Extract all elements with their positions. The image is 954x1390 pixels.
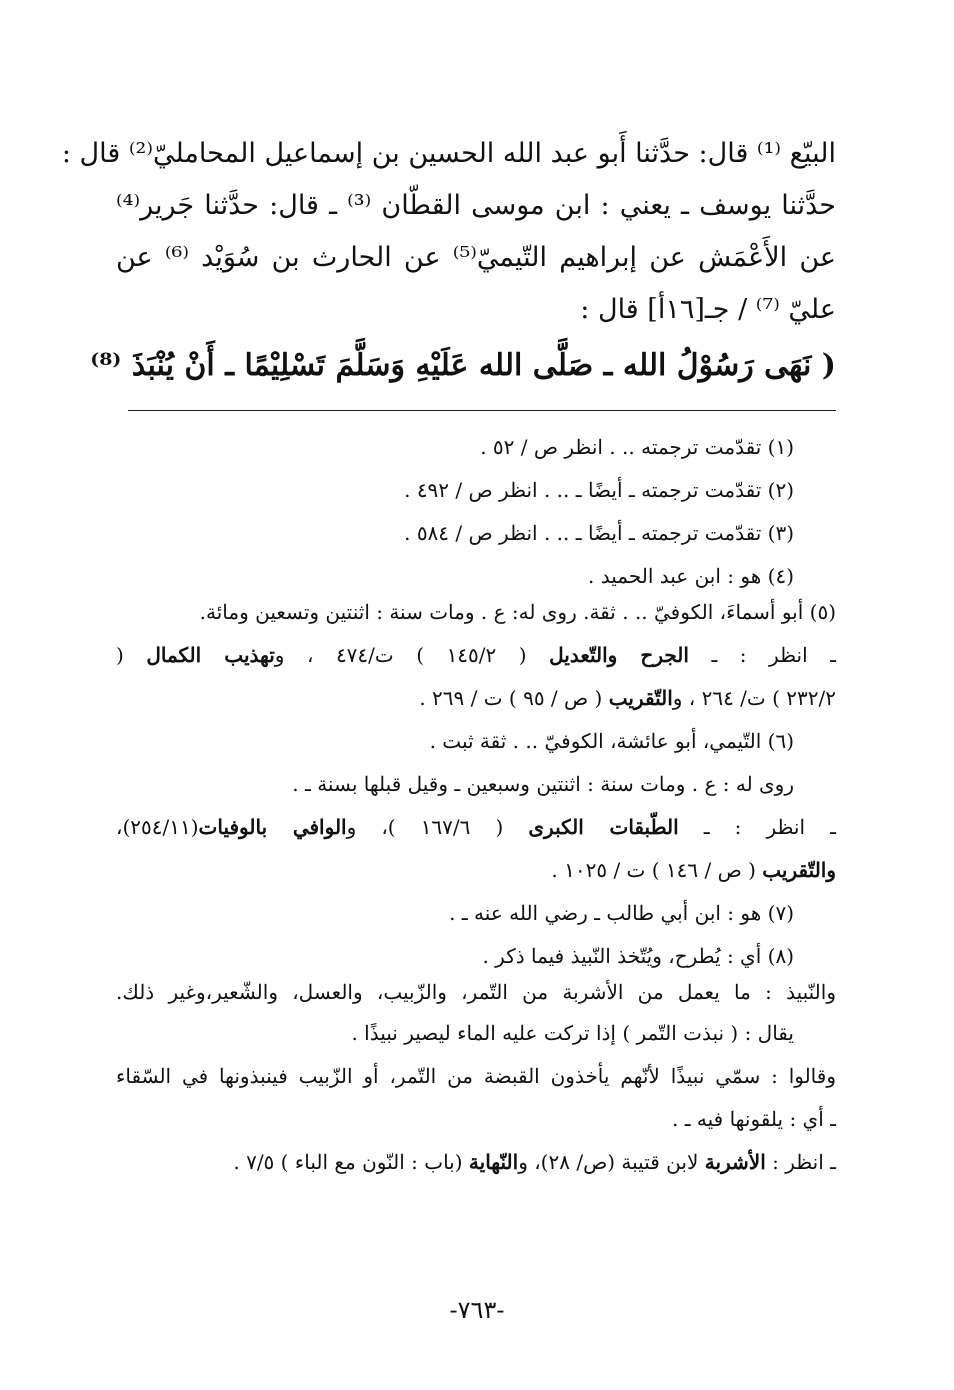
- footnote-8-etymology: وقالوا : سمّي نبيذًا لأنّهم يأخذون القبضة من التّمر، أو الزّبيب فينبذونها في السّقاء: [116, 1064, 836, 1088]
- footnote-separator: [128, 410, 836, 411]
- footnote-8: (٨) أي : يُطرح، ويُتّخذ النّبيذ فيما ذكر .: [482, 944, 794, 968]
- hadith-text: ( نَهَى رَسُوْلُ الله ـ صَلَّى الله عَلَيْهِ وَسَلَّمَ تَسْلِيْمًا ـ أَنْ يُنْبَذَ ⁽⁸⁾: [90, 348, 836, 383]
- main-text-line-3: عن الأَعْمَش عن إبراهيم التّيميّ⁽⁵⁾ عن الحارث بن سُوَيْد ⁽⁶⁾ عن: [116, 242, 836, 273]
- footnote-1: (١) تقدّمت ترجمته .. . انظر ص / ٥٢ .: [480, 435, 794, 459]
- ref-text: (: [116, 643, 147, 667]
- ref-text: (باب : النّون مع الباء ) ٧/٥ .: [233, 1150, 469, 1174]
- footnote-6-references: [116, 812, 836, 842]
- ref-prefix: ـ انظر : ـ: [688, 643, 836, 667]
- main-text-line-4: عليّ ⁽⁷⁾ / جـ[١٦أ] قال :: [580, 294, 836, 325]
- ref-text: ( ص / ٩٥ ) ت / ٢٦٩ .: [419, 686, 609, 710]
- footnote-7: (٧) هو : ابن أبي طالب ـ رضي الله عنه ـ .: [449, 901, 794, 925]
- ref-book-title: النّهاية: [468, 1150, 519, 1174]
- footnote-8-etymology-cont: ـ أي : يلقونها فيه ـ .: [671, 1107, 836, 1131]
- ref-book-title: الطّبقات الكبرى: [528, 815, 679, 839]
- footnote-6-narration: روى له : ع . ومات سنة : اثنتين وسبعين ـ وقيل قبلها بسنة ـ .: [292, 772, 794, 796]
- ref-text: ٢٣٢/٢ ) ت/ ٢٦٤ ، و: [672, 686, 836, 710]
- ref-prefix: ـ انظر :: [765, 1150, 836, 1174]
- footnote-6-references-cont: [116, 855, 836, 885]
- page-number: -٧٦٣-: [449, 1296, 505, 1324]
- footnote-8-usage: يقال : ( نبذت التّمر ) إذا تركت عليه الماء ليصير نبيذًا .: [351, 1021, 794, 1045]
- footnote-2: (٢) تقدّمت ترجمته ـ أيضًا ـ .. . انظر ص / ٤٩٢ .: [404, 478, 794, 502]
- ref-text: لابن قتيبة (ص/ ٢٨)، و: [518, 1150, 705, 1174]
- footnote-5: (٥) أبو أسماءَ، الكوفيّ .. . ثقة. روى له: ع . ومات سنة : اثنتين وتسعين ومائة.: [199, 600, 836, 624]
- ref-book-title: تهذيب الكمال: [146, 643, 275, 667]
- footnote-4: (٤) هو : ابن عبد الحميد .: [588, 564, 794, 588]
- footnote-5-references-cont: [116, 683, 836, 713]
- ref-book-title: التّقريب: [608, 686, 673, 710]
- ref-text: ( ١٦٧/٦ )، و: [346, 815, 529, 839]
- footnote-8-definition: والنّبيذ : ما يعمل من الأشربة من التّمر، والزّبيب، والعسل، والشّعير،وغير ذلك.: [116, 980, 836, 1004]
- footnote-6: (٦) التّيمي، أبو عائشة، الكوفيّ .. . ثقة ثبت .: [429, 729, 794, 753]
- main-text-line-1: البيّع ⁽¹⁾ قال: حدَّثنا أَبو عبد الله الحسين بن إسماعيل المحامليّ⁽²⁾ قال :: [61, 138, 836, 169]
- ref-text: (٢٥٤/١١)،: [116, 815, 199, 839]
- ref-book-title: والتّقريب: [762, 858, 836, 882]
- main-text-line-2: حدَّثنا يوسف ـ يعني : ابن موسى القطّان ⁽³⁾ ـ قال: حدَّثنا جَرير⁽⁴⁾: [116, 190, 836, 221]
- ref-text: ( ١٤٥/٢ ) ت/٤٧٤ ، و: [274, 643, 550, 667]
- footnote-8-references: [116, 1147, 836, 1177]
- ref-book-title: الوافي بالوفيات: [198, 815, 347, 839]
- footnote-5-references: [116, 640, 836, 670]
- ref-book-title: الأشربة: [704, 1150, 766, 1174]
- ref-prefix: ـ انظر : ـ: [678, 815, 836, 839]
- ref-text: ( ص / ١٤٦ ) ت / ١٠٢٥ .: [551, 858, 763, 882]
- footnote-3: (٣) تقدّمت ترجمته ـ أيضًا ـ .. . انظر ص / ٥٨٤ .: [404, 521, 794, 545]
- ref-book-title: الجرح والتّعديل: [549, 643, 689, 667]
